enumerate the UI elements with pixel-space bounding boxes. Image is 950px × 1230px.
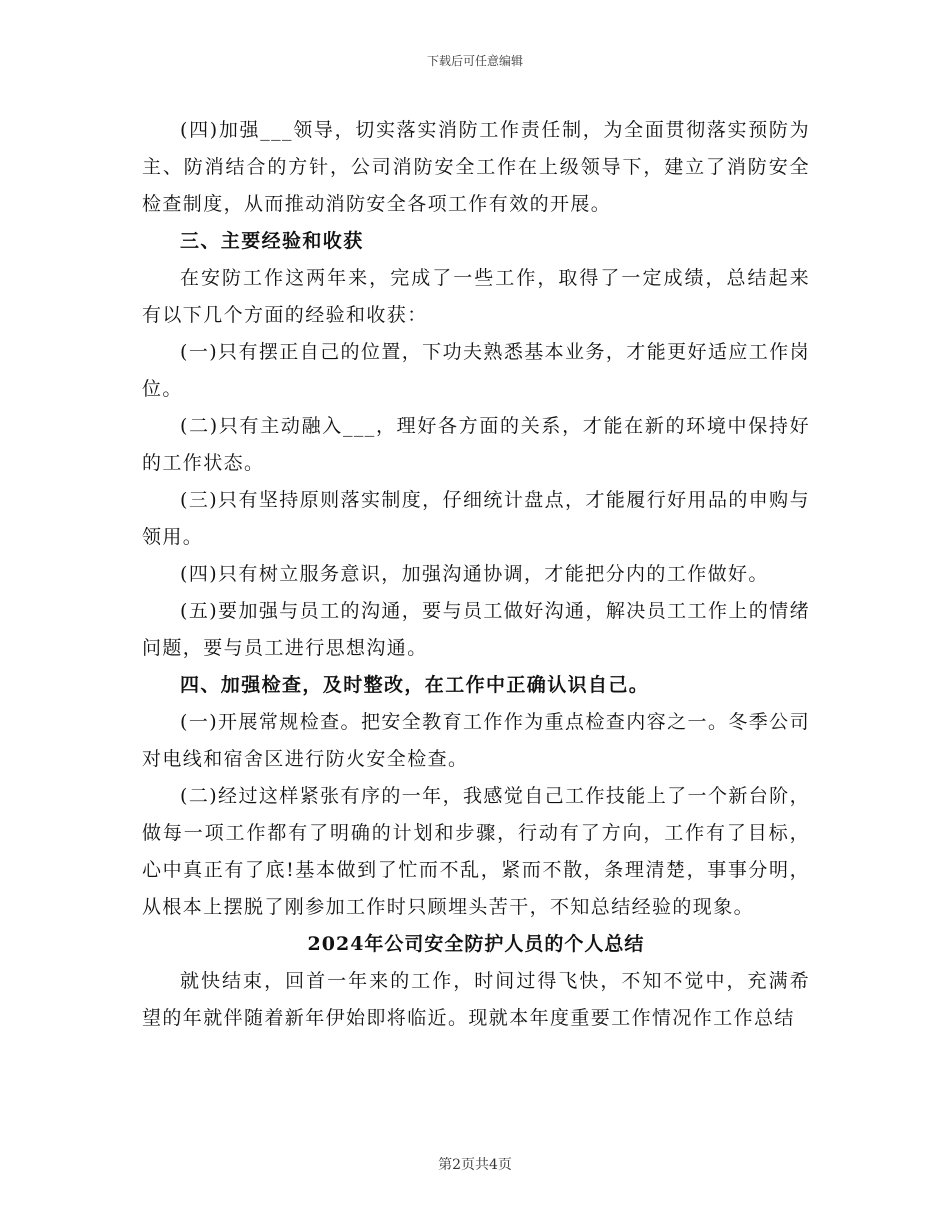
- paragraph-experience-1: (一)只有摆正自己的位置，下功夫熟悉基本业务，才能更好适应工作岗位。: [142, 341, 810, 400]
- paragraph-experience-2: (二)只有主动融入___，理好各方面的关系，才能在新的环境中保持好的工作状态。: [142, 415, 810, 474]
- page-header-note: 下载后可任意编辑: [426, 54, 523, 68]
- paragraph-inspection-1: (一)开展常规检查。把安全教育工作作为重点检查内容之一。冬季公司对电线和宿舍区进行防火安全检查。: [142, 711, 810, 770]
- paragraph-experience-4: (四)只有树立服务意识，加强沟通协调，才能把分内的工作做好。: [180, 563, 769, 585]
- paragraph-experience-5: (五)要加强与员工的沟通，要与员工做好沟通，解决员工工作上的情绪问题，要与员工进行思想沟通。: [142, 600, 810, 659]
- heading-inspection: 四、加强检查，及时整改，在工作中正确认识自己。: [180, 674, 650, 696]
- paragraph-experience-intro: 在安防工作这两年来，完成了一些工作，取得了一定成绩，总结起来有以下几个方面的经验和收获：: [142, 267, 810, 326]
- section-title-annual-summary: 2024年公司安全防护人员的个人总结: [307, 933, 645, 955]
- paragraph-summary-intro: 就快结束，回首一年来的工作，时间过得飞快，不知不觉中，充满希望的年就伴随着新年伊始即将临近。现就本年度重要工作情况作工作总结: [142, 970, 810, 1029]
- heading-main-experience: 三、主要经验和收获: [180, 230, 364, 252]
- paragraph-inspection-2: (二)经过这样紧张有序的一年，我感觉自己工作技能上了一个新台阶，做每一项工作都有了明确的计划和步骤，行动有了方向，工作有了目标，心中真正有了底!基本做到了忙而不乱，紧而不散，条理清楚，事事分明，从根本上摆脱了刚参加工作时只顾埋头苦干，不知总结经验的现象。: [142, 785, 810, 918]
- paragraph-experience-3: (三)只有坚持原则落实制度，仔细统计盘点，才能履行好用品的申购与领用。: [142, 489, 810, 548]
- document-body: [142, 112, 810, 1037]
- page-number: 第2页共4页: [438, 1157, 512, 1173]
- paragraph-strengthen-leadership: (四)加强___领导，切实落实消防工作责任制，为全面贯彻落实预防为主、防消结合的方针，公司消防安全工作在上级领导下，建立了消防安全检查制度，从而推动消防安全各项工作有效的开展。: [142, 119, 810, 215]
